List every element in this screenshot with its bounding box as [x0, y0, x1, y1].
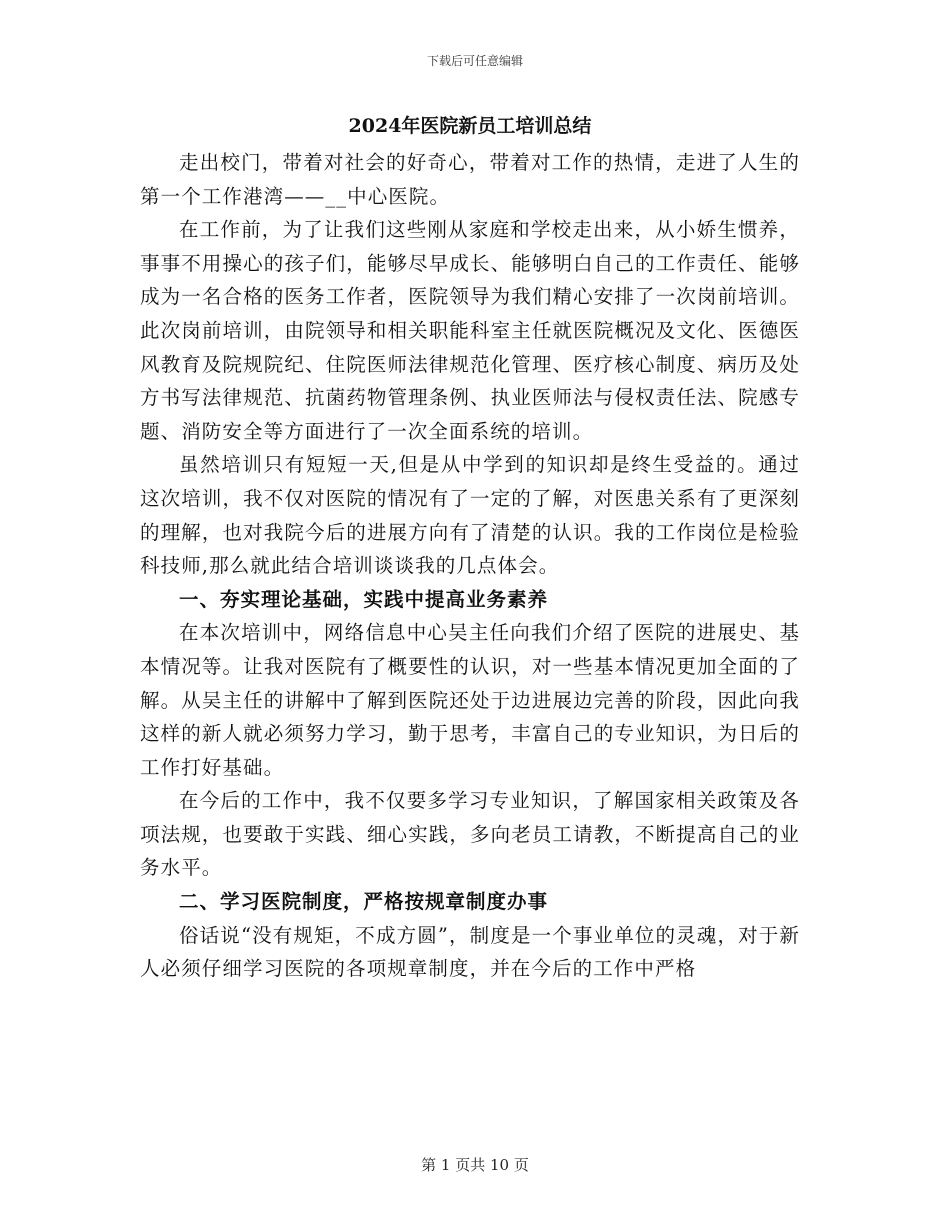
document-title: 2024年医院新员工培训总结: [348, 115, 592, 137]
section-heading-2: 二、学习医院制度，严格按规章制度办事: [179, 890, 549, 914]
section1-paragraph-2: 在今后的工作中，我不仅要多学习专业知识，了解国家相关政策及各项法规，也要敢于实践、细心实践，多向老员工请教，不断提高自己的业务水平。: [140, 789, 800, 880]
section1-paragraph-1: 在本次培训中，网络信息中心吴主任向我们介绍了医院的进展史、基本情况等。让我对医院有了概要性的认识，对一些基本情况更加全面的了解。从吴主任的讲解中了解到医院还处于边进展边完善的阶段，因此向我这样的新人就必须努力学习，勤于思考，丰富自己的专业知识，为日后的工作打好基础。: [140, 621, 800, 779]
paragraph-training-benefit: 虽然培训只有短短一天,但是从中学到的知识却是终生受益的。通过这次培训，我不仅对医院的情况有了一定的了解，对医患关系有了更深刻的理解，也对我院今后的进展方向有了清楚的认识。我的工作岗位是检验科技师,那么就此结合培训谈谈我的几点体会。: [140, 453, 800, 578]
document-body: [140, 110, 800, 986]
paragraph-intro: 走出校门，带着对社会的好奇心，带着对工作的热情，走进了人生的第一个工作港湾——__中心医院。: [140, 151, 800, 208]
section-heading-1: 一、夯实理论基础，实践中提高业务素养: [179, 587, 549, 611]
page-number: 第 1 页共 10 页: [421, 1156, 529, 1174]
section2-paragraph-1: 俗话说“没有规矩，不成方圆”，制度是一个事业单位的灵魂，对于新人必须仔细学习医院的各项规章制度，并在今后的工作中严格: [140, 923, 800, 981]
paragraph-training-overview: 在工作前，为了让我们这些刚从家庭和学校走出来，从小娇生惯养，事事不用操心的孩子们，能够尽早成长、能够明白自己的工作责任、能够成为一名合格的医务工作者，医院领导为我们精心安排了一次岗前培训。此次岗前培训，由院领导和相关职能科室主任就医院概况及文化、医德医风教育及院规院纪、住院医师法律规范化管理、医疗核心制度、病历及处方书写法律规范、抗菌药物管理条例、执业医师法与侵权责任法、院感专题、消防安全等方面进行了一次全面系统的培训。: [140, 218, 800, 443]
header-note: 下载后可任意编辑: [426, 54, 523, 68]
